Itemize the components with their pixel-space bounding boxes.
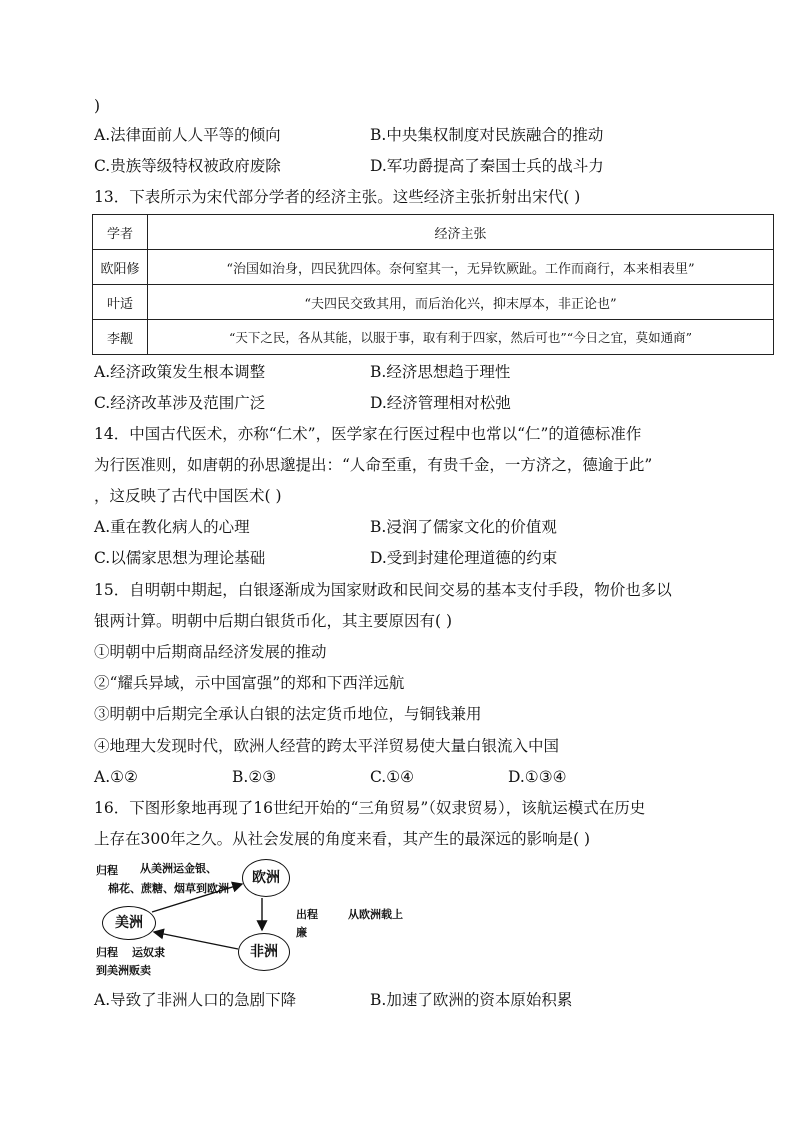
q13-stem: 13．下表所示为宋代部分学者的经济主张。这些经济主张折射出宋代( ): [94, 188, 581, 206]
q13-option-a[interactable]: A.经济政策发生根本调整: [94, 363, 266, 381]
table-cell-views: “治国如治身，四民犹四体。奈何窒其一，无异钦厥趾。工作而商行，本来相表里”: [148, 250, 774, 285]
table-cell-views: “天下之民，各从其能，以服于事，取有利于四家，然后可也”“今日之宜，莫如通商”: [148, 320, 774, 355]
q15-item-4: ④地理大发现时代，欧洲人经营的跨太平洋贸易使大量白银流入中国: [94, 737, 560, 755]
label-return-2: 归程: [96, 946, 118, 959]
table-row: [93, 320, 774, 355]
q14-option-c[interactable]: C.以儒家思想为理论基础: [94, 549, 266, 567]
q12-option-a[interactable]: A.法律面前人人平等的倾向: [94, 126, 281, 144]
q14-stem-line-3: ，这反映了古代中国医术( ): [94, 487, 282, 505]
q15-option-d[interactable]: D.①③④: [508, 768, 567, 786]
label-outbound-cargo-2: 廉: [296, 926, 307, 939]
table-row: [93, 250, 774, 285]
q12-tail: ): [94, 97, 101, 115]
node-americas: 美洲: [102, 906, 156, 940]
q13-option-d[interactable]: D.经济管理相对松弛: [370, 394, 511, 412]
q14-option-a[interactable]: A.重在教化病人的心理: [94, 518, 250, 536]
table-cell-scholar: 李觏: [93, 320, 148, 355]
label-outbound-cargo: 从欧洲载上: [348, 908, 403, 921]
table-header-views: 经济主张: [148, 215, 774, 250]
label-return-2-cargo: 运奴隶: [132, 946, 165, 959]
q12-option-c[interactable]: C.贵族等级特权被政府废除: [94, 157, 281, 175]
q16-stem-line-1: 16．下图形象地再现了16世纪开始的“三角贸易”（奴隶贸易），该航运模式在历史: [94, 799, 646, 817]
q14-stem-line-1: 14．中国古代医术，亦称“仁术”，医学家在行医过程中也常以“仁”的道德标准作: [94, 425, 642, 443]
q15-option-b[interactable]: B.②③: [232, 768, 277, 786]
q16-stem-line-2: 上存在300年之久。从社会发展的角度来看，其产生的最深远的影响是( ): [94, 830, 591, 848]
table-cell-scholar: 欧阳修: [93, 250, 148, 285]
table-header-scholar: 学者: [93, 215, 148, 250]
q15-item-2: ②“耀兵异域，示中国富强”的郑和下西洋远航: [94, 674, 405, 692]
q15-stem-line-1: 15．自明朝中期起，白银逐渐成为国家财政和民间交易的基本支付手段，物价也多以: [94, 581, 672, 599]
q16-option-b[interactable]: B.加速了欧洲的资本原始积累: [370, 991, 573, 1009]
table-cell-views: “夫四民交致其用，而后治化兴，抑末厚本，非正论也”: [148, 285, 774, 320]
table-header-row: [93, 215, 774, 250]
table-row: [93, 285, 774, 320]
node-africa: 非洲: [238, 933, 290, 971]
q16-option-a[interactable]: A.导致了非洲人口的急剧下降: [94, 991, 297, 1009]
africa-to-americas-arrow: [154, 932, 238, 949]
economic-views-table: [92, 214, 774, 355]
q14-option-b[interactable]: B.浸润了儒家文化的价值观: [370, 518, 557, 536]
label-return-1-cargo-2: 棉花、蔗糖、烟草到欧洲: [108, 882, 229, 895]
label-return-2-cargo-2: 到美洲贩卖: [96, 964, 151, 977]
label-return-1: 归程: [96, 864, 118, 877]
q15-option-a[interactable]: A.①②: [94, 768, 138, 786]
q15-item-3: ③明朝中后期完全承认白银的法定货币地位，与铜钱兼用: [94, 705, 482, 723]
q14-option-d[interactable]: D.受到封建伦理道德的约束: [370, 549, 558, 567]
q12-option-b[interactable]: B.中央集权制度对民族融合的推动: [370, 126, 604, 144]
q13-option-c[interactable]: C.经济改革涉及范围广泛: [94, 394, 266, 412]
q14-stem-line-2: 为行医准则，如唐朝的孙思邈提出：“人命至重，有贵千金，一方济之，德逾于此”: [94, 456, 653, 474]
table-cell-scholar: 叶适: [93, 285, 148, 320]
q13-option-b[interactable]: B.经济思想趋于理性: [370, 363, 511, 381]
q15-stem-line-2: 银两计算。明朝中后期白银货币化，其主要原因有( ): [94, 612, 453, 630]
q15-item-1: ①明朝中后期商品经济发展的推动: [94, 643, 327, 661]
label-outbound: 出程: [296, 908, 318, 921]
q15-option-c[interactable]: C.①④: [370, 768, 415, 786]
label-return-1-cargo: 从美洲运金银、: [140, 862, 217, 875]
q12-option-d[interactable]: D.军功爵提高了秦国士兵的战斗力: [370, 157, 604, 175]
triangle-trade-diagram: [92, 856, 432, 986]
node-europe: 欧洲: [242, 859, 290, 897]
